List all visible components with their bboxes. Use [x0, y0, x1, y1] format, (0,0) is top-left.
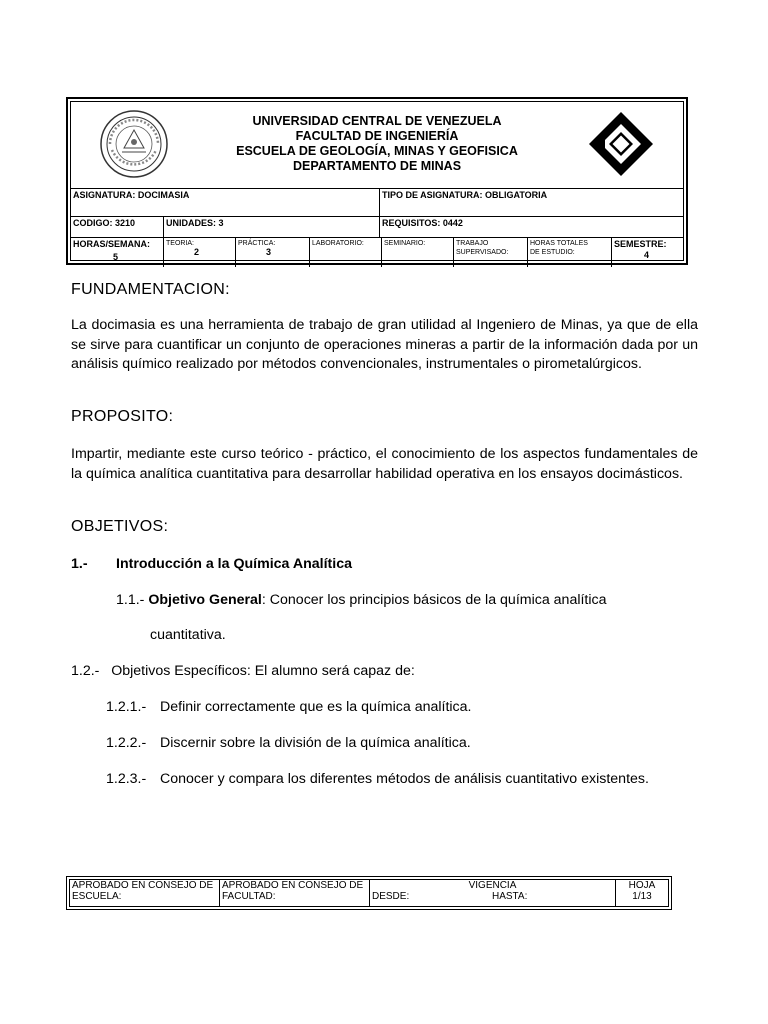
general-objective-text: : Conocer los principios básicos de la química analítica — [261, 592, 607, 608]
course-row-2 — [71, 216, 683, 238]
laboratorio-cell — [309, 238, 381, 267]
fundamentacion-paragraph: La docimasia es una herramienta de trabajo de gran utilidad al Ingeniero de Minas, ya que de ella se sirve para cuantificar un conjunto de operaciones mineras a partir de la información dada por un análisis químico realizado por métodos convencionales, instrumentales o pirometalúrgicos. — [71, 317, 698, 372]
hasta-label: HASTA: — [492, 891, 528, 902]
trabajo-label-1: TRABAJO — [456, 240, 489, 247]
teoria-label: TEORIA: — [166, 240, 195, 247]
objetivos-heading: OBJETIVOS: — [71, 518, 169, 535]
faculty-logo-icon — [585, 108, 657, 180]
horas-totales-label-2: DE ESTUDIO: — [530, 249, 575, 256]
horas-semana-label: HORAS/SEMANA: — [73, 239, 151, 249]
tipo-asignatura-cell: TIPO DE ASIGNATURA: OBLIGATORIA — [379, 189, 683, 217]
item-text: Definir correctamente que es la química analítica. — [160, 699, 472, 715]
asignatura-cell: ASIGNATURA: DOCIMASIA — [73, 190, 190, 200]
practica-cell — [235, 238, 309, 267]
unit-number: 1.- — [71, 556, 88, 572]
practica-label: PRÁCTICA: — [238, 240, 276, 247]
item-number: 1.2.3.- — [106, 771, 147, 787]
university-name: UNIVERSIDAD CENTRAL DE VENEZUELA — [252, 114, 502, 128]
institution-titles — [181, 114, 573, 174]
facultad-approval-cell — [219, 880, 369, 906]
department-name: DEPARTAMENTO DE MINAS — [292, 159, 462, 173]
fundamentacion-heading: FUNDAMENTACION: — [71, 281, 230, 298]
general-objective-label: Objetivo General — [148, 592, 262, 608]
horas-totales-cell — [527, 238, 611, 267]
course-header-table — [66, 97, 688, 265]
general-objective-number: 1.1.- — [116, 592, 145, 608]
escuela-approval-cell — [70, 880, 219, 906]
item-text: Conocer y compara los diferentes métodos de análisis cuantitativo existentes. — [160, 771, 649, 787]
approval-footer-table — [66, 876, 672, 910]
escuela-label-2: ESCUELA: — [72, 891, 122, 902]
proposito-paragraph: Impartir, mediante este curso teórico - práctico, el conocimiento de los aspectos fundamentales de la química analítica cuantitativa para desarrollar habilidad operativa en los ensayos docimásticos. — [71, 446, 698, 482]
practica-value: 3 — [266, 247, 272, 257]
course-row-3 — [71, 237, 683, 267]
teoria-value: 2 — [194, 247, 200, 257]
seminario-cell — [381, 238, 453, 267]
hoja-label: HOJA — [628, 880, 656, 891]
hoja-cell — [615, 880, 668, 906]
unit-title: Introducción a la Química Analítica — [116, 556, 352, 572]
desde-label: DESDE: — [372, 891, 410, 902]
requisitos-cell: REQUISITOS: 0442 — [379, 217, 683, 238]
hoja-value: 1/13 — [632, 891, 652, 902]
faculty-name: FACULTAD DE INGENIERÍA — [295, 129, 459, 143]
trabajo-label-2: SUPERVISADO: — [456, 249, 509, 256]
unidades-cell: UNIDADES: 3 — [163, 217, 379, 238]
semestre-cell — [611, 238, 683, 267]
general-objective — [116, 592, 607, 608]
specific-objective-item — [106, 735, 471, 751]
seminario-label: SEMINARIO: — [384, 240, 426, 247]
vigencia-label: VIGENCIA — [468, 880, 517, 891]
teoria-cell — [163, 238, 235, 267]
course-row-1 — [71, 188, 683, 217]
vigencia-cell — [369, 880, 615, 906]
facultad-label-1: APROBADO EN CONSEJO DE — [222, 880, 364, 891]
general-objective-continuation: cuantitativa. — [150, 627, 226, 643]
facultad-label-2: FACULTAD: — [222, 891, 276, 902]
proposito-heading: PROPOSITO: — [71, 408, 174, 425]
codigo-cell: CODIGO: 3210 — [73, 218, 136, 228]
item-text: Discernir sobre la división de la química analítica. — [160, 735, 471, 751]
horas-semana-value: 5 — [113, 252, 119, 262]
school-name: ESCUELA DE GEOLOGÍA, MINAS Y GEOFISICA — [236, 144, 518, 158]
horas-semana-cell — [71, 238, 163, 267]
item-number: 1.2.2.- — [106, 735, 147, 751]
laboratorio-label: LABORATORIO: — [312, 240, 364, 247]
semestre-value: 4 — [644, 250, 650, 260]
horas-totales-label-1: HORAS TOTALES — [530, 240, 588, 247]
specific-objective-item — [106, 771, 649, 787]
specific-objective-item — [106, 699, 472, 715]
specific-objectives-heading: 1.2.- Objetivos Específicos: El alumno será capaz de: — [71, 663, 415, 679]
trabajo-supervisado-cell — [453, 238, 527, 267]
university-seal-icon — [98, 108, 170, 180]
semestre-label: SEMESTRE: — [614, 239, 667, 249]
item-number: 1.2.1.- — [106, 699, 147, 715]
escuela-label-1: APROBADO EN CONSEJO DE — [72, 880, 214, 891]
